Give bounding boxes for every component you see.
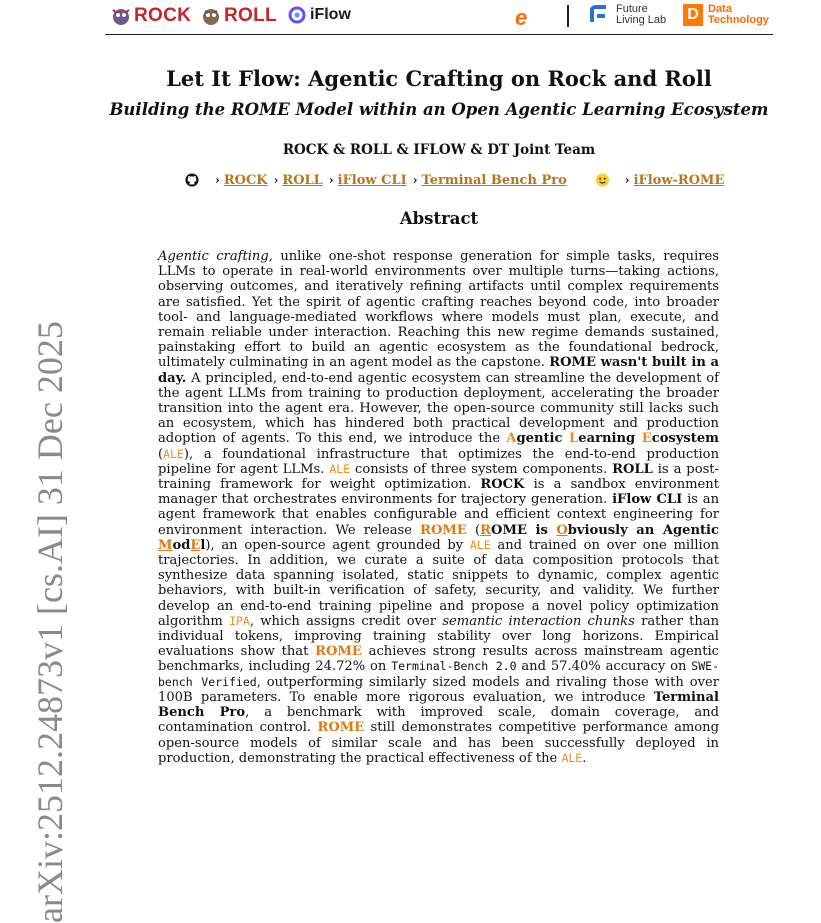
iflow-swirl-icon: [288, 6, 306, 24]
roll-logo: ROLL: [200, 5, 277, 27]
arrow-icon: ›: [273, 173, 279, 187]
data-technology-icon: D: [683, 4, 703, 26]
author-team: ROCK & ROLL & IFLOW & DT Joint Team: [282, 142, 596, 158]
link-terminal-bench-pro[interactable]: Terminal Bench Pro: [421, 172, 567, 188]
arrow-icon: ›: [624, 173, 630, 187]
resource-links: [185, 171, 724, 189]
rock-logo: ROCK: [110, 5, 191, 27]
data-technology-line2: Technology: [708, 14, 769, 26]
link-roll[interactable]: ROLL: [282, 172, 323, 188]
rock-mascot-icon: [110, 6, 130, 26]
paper-title: Let It Flow: Agentic Crafting on Rock and Roll: [166, 66, 712, 91]
arrow-icon: ›: [215, 173, 220, 187]
future-living-lab-line2: Living Lab: [616, 14, 667, 26]
logo-bar: [105, 0, 773, 35]
link-iflow-cli[interactable]: iFlow CLI: [337, 172, 407, 188]
roll-mascot-icon: [200, 6, 220, 26]
github-icon: [185, 173, 199, 187]
iflow-logo: iFlow: [288, 6, 351, 24]
arxiv-stamp: arXiv:2512.24873v1 [cs.AI] 31 Dec 2025: [30, 321, 70, 923]
hugging-face-icon: [595, 173, 609, 187]
abstract-body: Agentic crafting, unlike one-shot response generation for simple tasks, requires LLMs to operate in real-world environments over multiple turns—taking actions, observing outcomes, and iteratively refining artifacts until complex requirements are satisfied. Yet the spirit of agentic crafting reaches beyond code, into broader tool- and language-mediated workflows where models must plan, execute, and remain reliable under interaction. Reaching this new regime demands sustained, painstaking effort to build an agentic ecosystem as the foundational bedrock, ultimately culminating in an agent model as the capstone. ROME wasn't built in a day. A principled, end-to-end agentic ecosystem can streamline the development of the agent LLMs from training to production deployment, accelerating the broader transition into the agent era. However, the open-source community still lacks such an ecosystem, which has hindered both practical development and production adoption of agents. To this end, we introduce the Agentic Learning Ecosystem (ALE), a foundational infrastructure that optimizes the end-to-end production pipeline for agent LLMs. ALE consists of three system components. ROLL is a post-training framework for weight optimization. ROCK is a sandbox environment manager that orchestrates environments for trajectory generation. iFlow CLI is an agent framework that enables configurable and efficient context engineering for environment interaction. We release ROME (ROME is Obviously an Agentic ModEl), an open-source agent grounded by ALE and trained on over one million trajectories. In addition, we curate a suite of data composition protocols that synthesize data spanning isolated, static snippets to dynamic, complex agentic behaviors, with built-in verification of safety, security, and validity. We further develop an end-to-end training pipeline and propose a novel policy optimization algorithm IPA, which assigns credit over semantic interaction chunks rather than individual tokens, improving training stability over long horizons. Empirical evaluations show that ROME achieves strong results across mainstream agentic benchmarks, including 24.72% on Terminal-Bench 2.0 and 57.40% accuracy on SWE-bench Verified, outperforming similarly sized models and rivaling those with over 100B parameters. To enable more rigorous evaluation, we introduce Terminal Bench Pro, a benchmark with improved scale, domain coverage, and contamination control. ROME still demonstrates competitive performance among open-source models of similar scale and has been successfully deployed in production, demonstrating the practical effectiveness of the ALE.: [158, 249, 720, 766]
arrow-icon: ›: [412, 173, 418, 187]
alibaba-logo: e: [515, 5, 528, 30]
future-living-lab-icon: [588, 4, 610, 26]
data-technology-line1: Data: [708, 3, 732, 15]
link-rock[interactable]: ROCK: [223, 172, 268, 188]
data-technology-logo: [683, 4, 769, 26]
link-iflow-rome[interactable]: iFlow-ROME: [633, 172, 725, 188]
arrow-icon: ›: [328, 173, 334, 187]
future-living-lab-logo: [588, 4, 666, 26]
logo-divider: [567, 5, 569, 27]
abstract-heading: Abstract: [399, 209, 479, 228]
future-living-lab-line1: Future: [616, 3, 648, 15]
paper-subtitle: Building the ROME Model within an Open Agentic Learning Ecosystem: [109, 100, 769, 119]
